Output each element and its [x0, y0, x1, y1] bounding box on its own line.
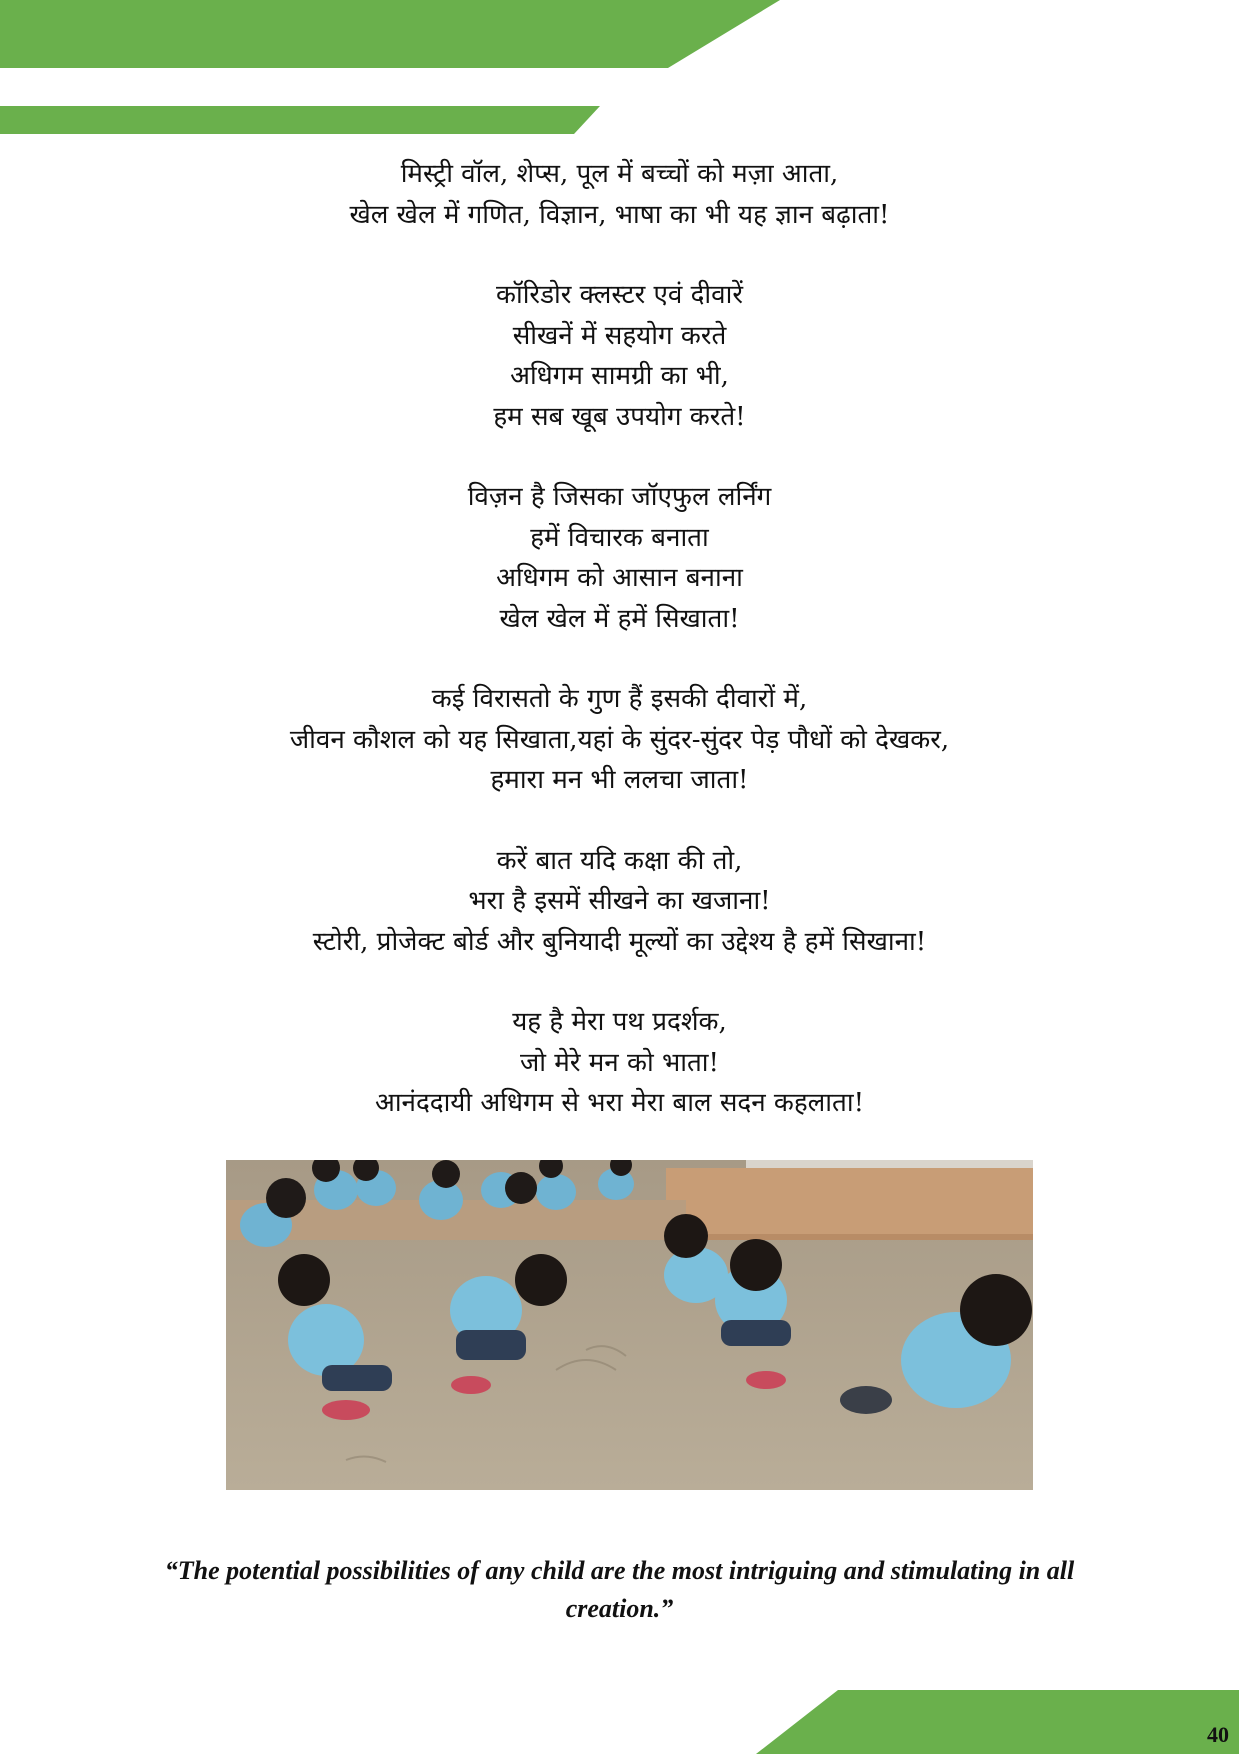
poem-line: करें बात यदि कक्षा की तो, [496, 845, 743, 876]
poem-line: जीवन कौशल को यह सिखाता,यहां के सुंदर-सुंदर पेड़ पौधों को देखकर, [289, 724, 950, 755]
poem-stanza [0, 477, 1239, 639]
poem-stanza [0, 275, 1239, 437]
poem-stanza [0, 841, 1239, 963]
poem-line: अधिगम को आसान बनाना [496, 563, 743, 593]
poem-stanza [0, 679, 1239, 801]
children-sand-pit-photo [226, 1160, 1033, 1490]
poem-line: हम सब खूब उपयोग करते! [493, 401, 746, 432]
poem [0, 154, 1239, 1164]
poem-line: कई विरासतो के गुण हैं इसकी दीवारों में, [431, 684, 808, 714]
poem-line: जो मेरे मन को भाता! [520, 1047, 719, 1078]
poem-line: विज़न है जिसका जॉएफुल लर्निंग [467, 482, 772, 512]
poem-line: स्टोरी, प्रोजेक्ट बोर्ड और बुनियादी मूल्यों का उद्देश्य है हमें सिखाना! [312, 926, 927, 957]
footer-band [756, 1690, 1239, 1754]
poem-line: कॉरिडोर क्लस्टर एवं दीवारें [496, 280, 743, 310]
poem-line: भरा है इसमें सीखने का खजाना! [468, 886, 771, 916]
poem-line: हमें विचारक बनाता [530, 522, 709, 553]
poem-line: खेल खेल में गणित, विज्ञान, भाषा का भी यह ज्ञान बढ़ाता! [349, 199, 890, 230]
poem-line: सीखनें में सहयोग करते [512, 320, 727, 351]
header-band-lower [0, 106, 600, 134]
poem-line: मिस्ट्री वॉल, शेप्स, पूल में बच्चों को मज़ा आता, [400, 159, 839, 189]
poem-line: हमारा मन भी ललचा जाता! [490, 765, 749, 795]
poem-stanza [0, 1002, 1239, 1124]
quote [120, 1552, 1119, 1628]
page-number: 40 [1207, 1722, 1229, 1747]
poem-line: खेल खेल में हमें सिखाता! [499, 603, 740, 634]
quote-line-2: creation.” [565, 1594, 674, 1623]
poem-line: अधिगम सामग्री का भी, [510, 361, 729, 391]
poem-line: आनंददायी अधिगम से भरा मेरा बाल सदन कहलाता! [374, 1088, 865, 1118]
poem-line: यह है मेरा पथ प्रदर्शक, [512, 1007, 727, 1037]
header-band-top [0, 0, 780, 68]
quote-line-1: “The potential possibilities of any child are the most intriguing and stimulating in all [164, 1556, 1075, 1585]
poem-stanza [0, 154, 1239, 235]
